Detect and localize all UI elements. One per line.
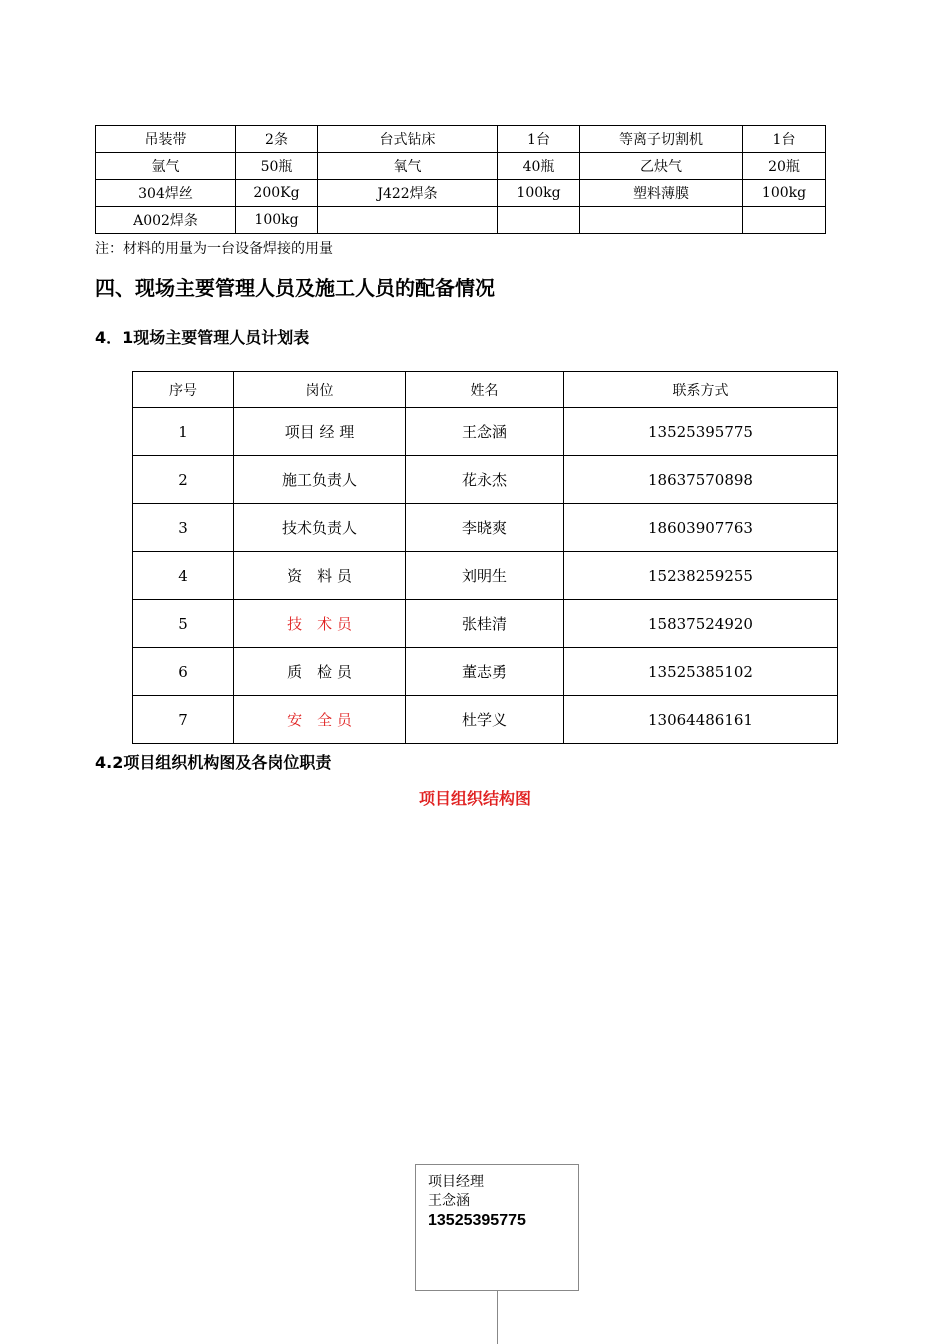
material-cell: 吊装带 xyxy=(96,126,236,153)
material-qty: 20瓶 xyxy=(743,153,826,180)
material-qty: 200Kg xyxy=(236,180,318,207)
staff-name-cell: 花永杰 xyxy=(406,456,564,504)
staff-phone-cell: 13064486161 xyxy=(564,696,838,744)
table-row xyxy=(133,552,838,600)
section-heading: 四、现场主要管理人员及施工人员的配备情况 xyxy=(95,276,495,300)
subsection-heading-org-chart: 4.2项目组织机构图及各岗位职责 xyxy=(95,753,332,772)
material-cell: 304焊丝 xyxy=(96,180,236,207)
table-row xyxy=(133,456,838,504)
subsection-heading-staff-plan: 4．1现场主要管理人员计划表 xyxy=(95,328,310,347)
table-row xyxy=(96,126,826,153)
staff-role-cell: 质 检 员 xyxy=(234,648,406,696)
column-header: 联系方式 xyxy=(564,372,838,408)
staff-no-cell: 5 xyxy=(133,600,234,648)
material-cell: 塑料薄膜 xyxy=(580,180,743,207)
materials-note: 注：材料的用量为一台设备焊接的用量 xyxy=(95,241,333,257)
column-header: 序号 xyxy=(133,372,234,408)
material-qty: 1台 xyxy=(743,126,826,153)
staff-phone-cell: 13525395775 xyxy=(564,408,838,456)
table-row xyxy=(133,696,838,744)
table-row xyxy=(96,207,826,234)
material-cell xyxy=(580,207,743,234)
material-qty: 100kg xyxy=(236,207,318,234)
org-connector-line xyxy=(497,1291,498,1344)
staff-no-cell: 4 xyxy=(133,552,234,600)
staff-phone-cell: 18603907763 xyxy=(564,504,838,552)
staff-no-cell: 2 xyxy=(133,456,234,504)
material-cell: 氩气 xyxy=(96,153,236,180)
org-box-name: 王念涵 xyxy=(428,1193,470,1209)
material-cell: 台式钻床 xyxy=(318,126,498,153)
table-row xyxy=(133,504,838,552)
table-row xyxy=(133,600,838,648)
staff-name-cell: 王念涵 xyxy=(406,408,564,456)
material-qty xyxy=(743,207,826,234)
org-box-phone: 13525395775 xyxy=(428,1212,526,1229)
staff-no-cell: 1 xyxy=(133,408,234,456)
staff-no-cell: 6 xyxy=(133,648,234,696)
material-qty: 2条 xyxy=(236,126,318,153)
staff-name-cell: 张桂清 xyxy=(406,600,564,648)
staff-role-cell: 技术负责人 xyxy=(234,504,406,552)
material-qty xyxy=(498,207,580,234)
material-qty: 100kg xyxy=(498,180,580,207)
table-row xyxy=(133,648,838,696)
staff-role-cell: 安 全 员 xyxy=(234,696,406,744)
staff-phone-cell: 13525385102 xyxy=(564,648,838,696)
materials-table xyxy=(95,125,826,234)
staff-phone-cell: 15238259255 xyxy=(564,552,838,600)
staff-name-cell: 刘明生 xyxy=(406,552,564,600)
table-row xyxy=(133,408,838,456)
org-box-role: 项目经理 xyxy=(428,1174,484,1190)
material-cell: 乙炔气 xyxy=(580,153,743,180)
staff-role-cell: 施工负责人 xyxy=(234,456,406,504)
material-cell: J422焊条 xyxy=(318,180,498,207)
staff-role-cell: 资 料 员 xyxy=(234,552,406,600)
staff-no-cell: 3 xyxy=(133,504,234,552)
table-row xyxy=(96,153,826,180)
staff-phone-cell: 15837524920 xyxy=(564,600,838,648)
staff-role-cell: 技 术 员 xyxy=(234,600,406,648)
material-qty: 50瓶 xyxy=(236,153,318,180)
column-header: 岗位 xyxy=(234,372,406,408)
staff-phone-cell: 18637570898 xyxy=(564,456,838,504)
table-row xyxy=(96,180,826,207)
material-qty: 1台 xyxy=(498,126,580,153)
org-chart-title: 项目组织结构图 xyxy=(418,789,531,808)
staff-name-cell: 李晓爽 xyxy=(406,504,564,552)
staff-name-cell: 杜学义 xyxy=(406,696,564,744)
table-header-row xyxy=(133,372,838,408)
staff-no-cell: 7 xyxy=(133,696,234,744)
staff-role-cell: 项目 经 理 xyxy=(234,408,406,456)
material-cell: A002焊条 xyxy=(96,207,236,234)
material-cell: 等离子切割机 xyxy=(580,126,743,153)
material-cell: 氧气 xyxy=(318,153,498,180)
staff-name-cell: 董志勇 xyxy=(406,648,564,696)
org-box-project-manager xyxy=(415,1164,579,1291)
material-qty: 40瓶 xyxy=(498,153,580,180)
material-qty: 100kg xyxy=(743,180,826,207)
staff-table xyxy=(132,371,838,744)
material-cell xyxy=(318,207,498,234)
column-header: 姓名 xyxy=(406,372,564,408)
